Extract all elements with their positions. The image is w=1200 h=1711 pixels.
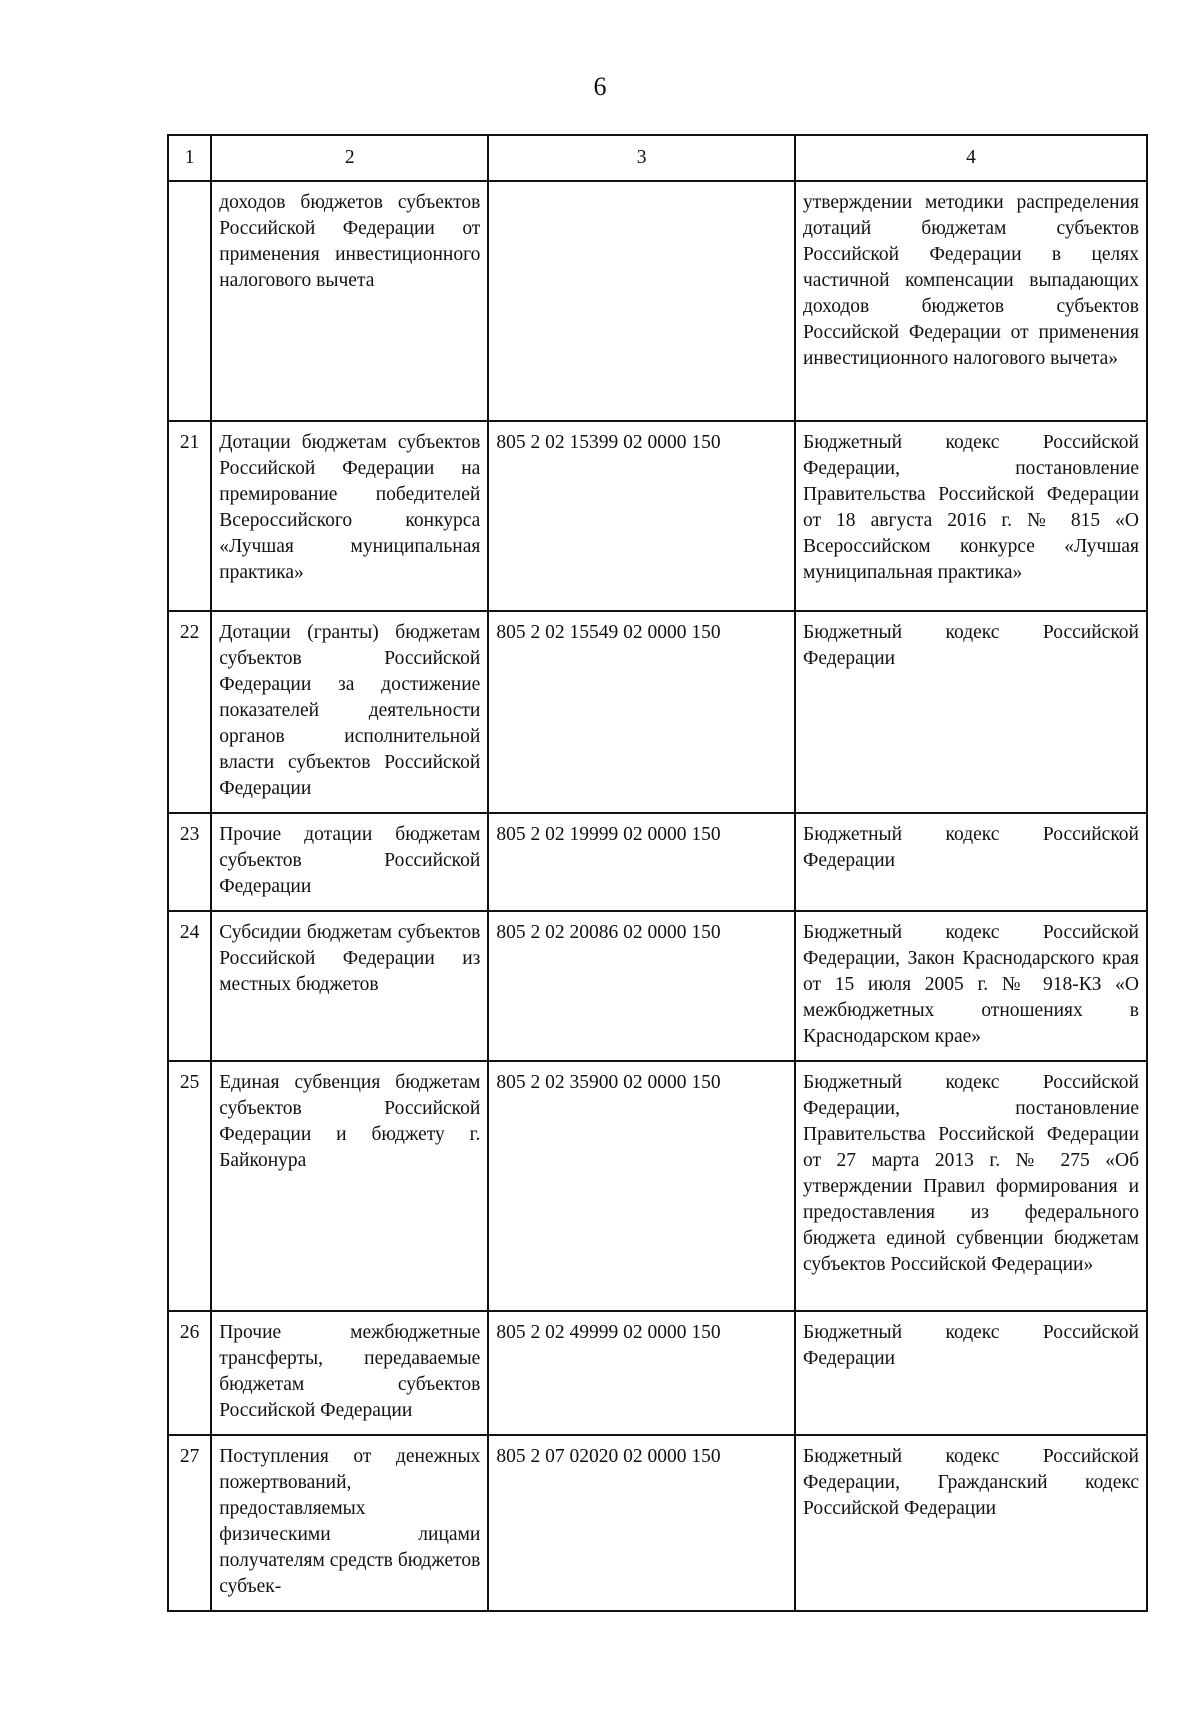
legal-basis: Бюджетный кодекс Российской Федерации, постановление Правительства Российской Федерации от 27 марта 2013 г. № 275 «Об утверждении Правил формирования и предоставления из федерального бюджета единой субвенции бюджетам субъектов Российской Федерации» bbox=[795, 1061, 1147, 1311]
revenue-name: Поступления от денежных пожертвований, предоставляемых физическими лицами получателям средств бюджетов субъек- bbox=[211, 1435, 488, 1611]
revenue-code: 805 2 02 15399 02 0000 150 bbox=[488, 421, 795, 611]
revenue-name: Субсидии бюджетам субъектов Российской Федерации из местных бюджетов bbox=[211, 911, 488, 1061]
row-number: 21 bbox=[168, 421, 211, 611]
table-row bbox=[168, 911, 1147, 1061]
row-number: 26 bbox=[168, 1311, 211, 1435]
legal-basis: Бюджетный кодекс Российской Федерации, Гражданский кодекс Российской Федерации bbox=[795, 1435, 1147, 1611]
revenue-code: 805 2 02 19999 02 0000 150 bbox=[488, 813, 795, 911]
table-row bbox=[168, 813, 1147, 911]
legal-basis: Бюджетный кодекс Российской Федерации bbox=[795, 1311, 1147, 1435]
row-number: 24 bbox=[168, 911, 211, 1061]
revenue-code bbox=[488, 181, 795, 421]
revenue-code: 805 2 02 49999 02 0000 150 bbox=[488, 1311, 795, 1435]
table-row bbox=[168, 1311, 1147, 1435]
revenue-codes-table bbox=[167, 134, 1148, 1612]
table-row bbox=[168, 611, 1147, 813]
table-row bbox=[168, 421, 1147, 611]
revenue-name: Прочие дотации бюджетам субъектов Российской Федерации bbox=[211, 813, 488, 911]
column-header-3: 3 bbox=[488, 135, 795, 181]
legal-basis: Бюджетный кодекс Российской Федерации bbox=[795, 813, 1147, 911]
row-number: 23 bbox=[168, 813, 211, 911]
legal-basis: утверждении методики распределения дотаций бюджетам субъектов Российской Федерации в целях частичной компенсации выпадающих доходов бюджетов субъектов Российской Федерации от применения инвестиционного налогового вычета» bbox=[795, 181, 1147, 421]
revenue-name: Дотации (гранты) бюджетам субъектов Российской Федерации за достижение показателей деятельности органов исполнительной власти субъектов Российской Федерации bbox=[211, 611, 488, 813]
page-number: 6 bbox=[593, 72, 607, 101]
column-header-4: 4 bbox=[795, 135, 1147, 181]
column-header-2: 2 bbox=[211, 135, 488, 181]
row-number: 27 bbox=[168, 1435, 211, 1611]
table-header-row bbox=[168, 135, 1147, 181]
revenue-code: 805 2 07 02020 02 0000 150 bbox=[488, 1435, 795, 1611]
column-header-1: 1 bbox=[168, 135, 211, 181]
row-number: 25 bbox=[168, 1061, 211, 1311]
legal-basis: Бюджетный кодекс Российской Федерации bbox=[795, 611, 1147, 813]
revenue-code: 805 2 02 15549 02 0000 150 bbox=[488, 611, 795, 813]
legal-basis: Бюджетный кодекс Российской Федерации, Закон Краснодарского края от 15 июля 2005 г. № 918-КЗ «О межбюджетных отношениях в Краснодарском крае» bbox=[795, 911, 1147, 1061]
row-number bbox=[168, 181, 211, 421]
revenue-code: 805 2 02 20086 02 0000 150 bbox=[488, 911, 795, 1061]
table-row bbox=[168, 1435, 1147, 1611]
revenue-code: 805 2 02 35900 02 0000 150 bbox=[488, 1061, 795, 1311]
revenue-name: Прочие межбюджетные трансферты, передаваемые бюджетам субъектов Российской Федерации bbox=[211, 1311, 488, 1435]
revenue-name: Единая субвенция бюджетам субъектов Российской Федерации и бюджету г. Байконура bbox=[211, 1061, 488, 1311]
table-row bbox=[168, 1061, 1147, 1311]
legal-basis: Бюджетный кодекс Российской Федерации, постановление Правительства Российской Федерации от 18 августа 2016 г. № 815 «О Всероссийском конкурсе «Лучшая муниципальная практика» bbox=[795, 421, 1147, 611]
table-row bbox=[168, 181, 1147, 421]
revenue-name: Дотации бюджетам субъектов Российской Федерации на премирование победителей Всероссийского конкурса «Лучшая муниципальная практика» bbox=[211, 421, 488, 611]
revenue-name: доходов бюджетов субъектов Российской Федерации от применения инвестиционного налогового вычета bbox=[211, 181, 488, 421]
row-number: 22 bbox=[168, 611, 211, 813]
